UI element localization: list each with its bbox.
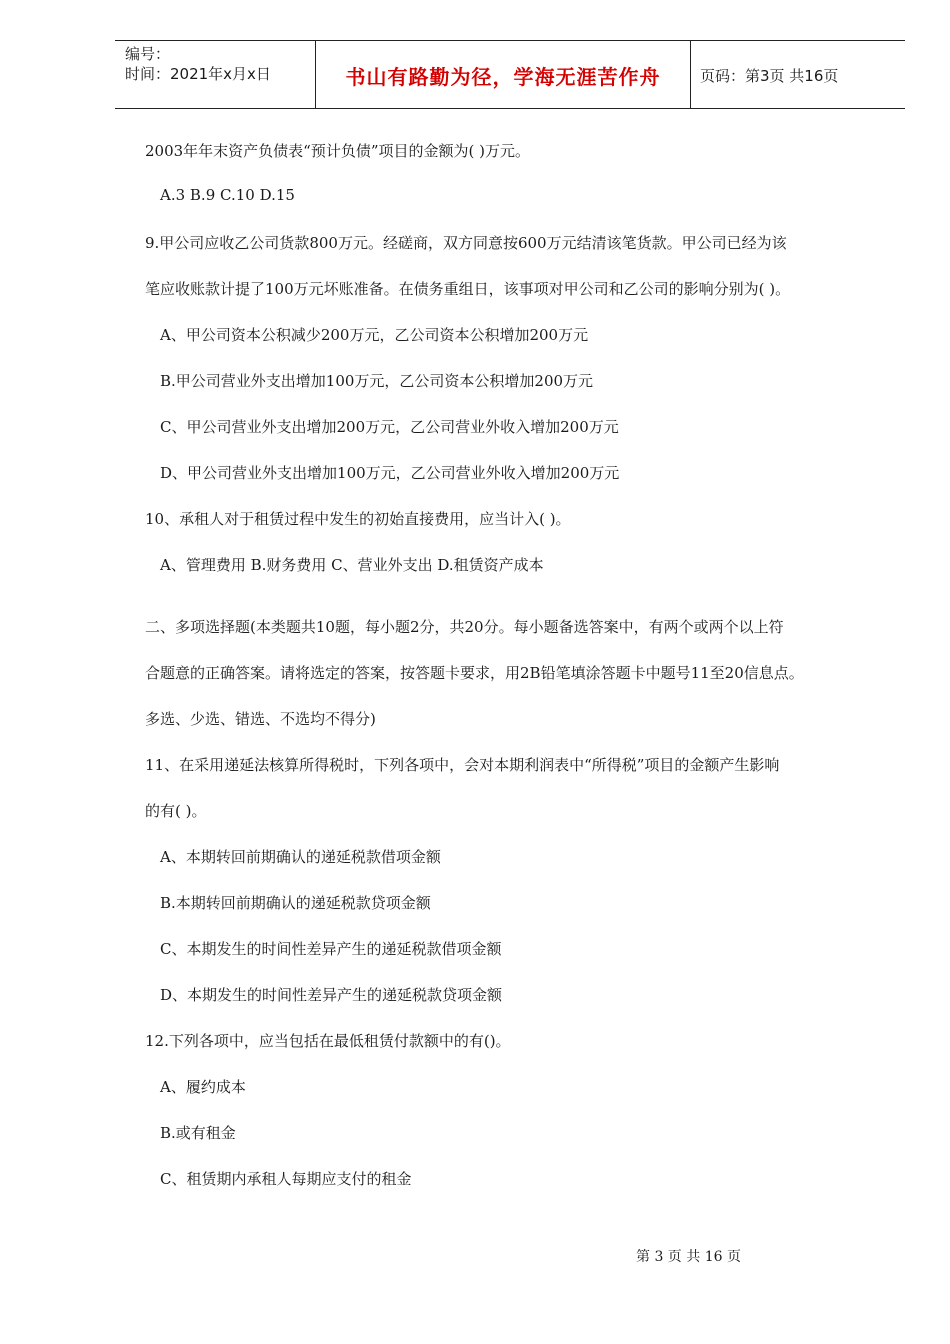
text-line: A.3 B.9 C.10 D.15 [160, 186, 295, 204]
page-footer: 第 3 页 共 16 页 [636, 1249, 741, 1265]
header-page-cell [690, 41, 905, 108]
header-meta-cell [115, 41, 315, 108]
text-line: B.或有租金 [160, 1124, 236, 1142]
text-line: 10、承租人对于租赁过程中发生的初始直接费用，应当计入( )。 [145, 510, 571, 528]
text-line: 9.甲公司应收乙公司货款800万元。经磋商，双方同意按600万元结清该笔货款。甲公司已经为该 [145, 234, 787, 252]
text-line: 多选、少选、错选、不选均不得分) [145, 710, 376, 728]
motto: 书山有路勤为径，学海无涯苦作舟 [345, 65, 661, 89]
text-line: 11、在采用递延法核算所得税时，下列各项中，会对本期利润表中“所得税”项目的金额产生影响 [145, 756, 780, 774]
text-line: D、本期发生的时间性差异产生的递延税款贷项金额 [160, 986, 503, 1004]
section-heading: 二、多项选择题(本类题共10题，每小题2分，共20分。每小题备选答案中，有两个或两个以上符 [145, 618, 784, 636]
code-label: 编号： [125, 45, 171, 63]
text-line: A、履约成本 [160, 1078, 246, 1096]
text-line: 的有( )。 [145, 802, 207, 820]
text-line: 合题意的正确答案。请将选定的答案，按答题卡要求，用2B铅笔填涂答题卡中题号11至20信息点。 [145, 664, 804, 682]
text-line: A、本期转回前期确认的递延税款借项金额 [160, 848, 441, 866]
text-line: C、甲公司营业外支出增加200万元，乙公司营业外收入增加200万元 [160, 418, 619, 436]
time-label: 时间：2021年x月x日 [125, 65, 271, 83]
page-number-label: 页码：第3页 共16页 [700, 67, 839, 85]
text-line: B.甲公司营业外支出增加100万元，乙公司资本公积增加200万元 [160, 372, 594, 390]
text-line: C、租赁期内承租人每期应支付的租金 [160, 1170, 412, 1188]
text-line: B.本期转回前期确认的递延税款贷项金额 [160, 894, 431, 912]
text-line: A、甲公司资本公积减少200万元，乙公司资本公积增加200万元 [160, 326, 589, 344]
text-line: 12.下列各项中，应当包括在最低租赁付款额中的有()。 [145, 1032, 511, 1050]
text-line: 2003年年末资产负债表“预计负债”项目的金额为( )万元。 [145, 142, 530, 160]
text-line: 笔应收账款计提了100万元坏账准备。在债务重组日，该事项对甲公司和乙公司的影响分别为( )。 [145, 280, 791, 298]
text-line: A、管理费用 B.财务费用 C、营业外支出 D.租赁资产成本 [160, 556, 544, 574]
text-line: C、本期发生的时间性差异产生的递延税款借项金额 [160, 940, 502, 958]
page-header [115, 40, 905, 109]
text-line: D、甲公司营业外支出增加100万元，乙公司营业外收入增加200万元 [160, 464, 620, 482]
header-motto-cell [315, 41, 691, 108]
